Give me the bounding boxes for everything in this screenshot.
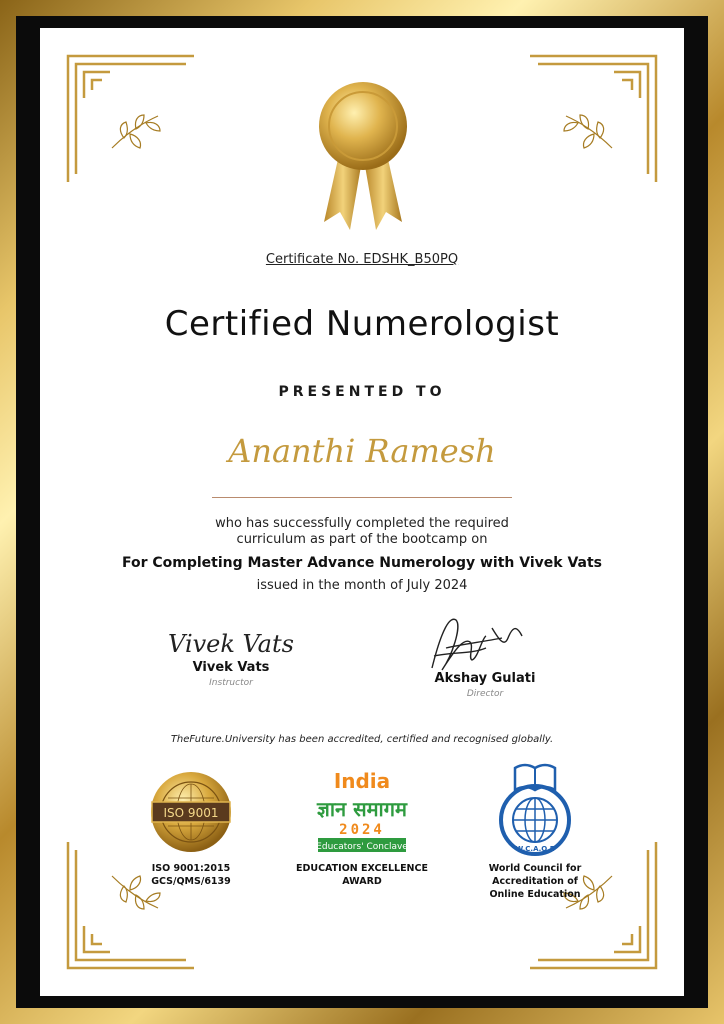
india-logo-top: India <box>333 769 391 793</box>
issued-date: issued in the month of July 2024 <box>256 578 468 593</box>
signature-block-director <box>410 671 560 699</box>
accreditation-statement: TheFuture.University has been accredited, certified and recognised globally. <box>170 734 554 745</box>
iso-line-2: GCS/QMS/6139 <box>151 876 231 887</box>
corner-ornament-top-left-icon <box>66 54 196 184</box>
recipient-name: Ananthi Ramesh <box>228 432 496 470</box>
iso-line-1: ISO 9001:2015 <box>151 863 231 874</box>
india-line-1: EDUCATION EXCELLENCE <box>296 863 428 874</box>
corner-ornament-bottom-left-icon <box>66 840 196 970</box>
iso-badge-caption <box>126 862 256 888</box>
corner-ornament-top-right-icon <box>528 54 658 184</box>
india-logo-hindi: ज्ञान समागम <box>317 797 407 821</box>
india-line-2: AWARD <box>342 876 382 887</box>
corner-ornament-bottom-right-icon <box>528 840 658 970</box>
presented-to-label: PRESENTED TO <box>278 384 446 400</box>
description <box>40 516 684 548</box>
signature-script-instructor: Vivek Vats <box>168 630 294 658</box>
certificate-title: Certified Numerologist <box>164 304 560 344</box>
signature-role-instructor: Instructor <box>209 678 253 688</box>
signature-name-director: Akshay Gulati <box>434 671 536 686</box>
wcaoe-line-1: World Council for <box>488 863 582 874</box>
wcaoe-line-2: Accreditation of <box>492 876 578 887</box>
india-gyan-samagam-logo-icon <box>296 768 428 856</box>
description-line-2: curriculum as part of the bootcamp on <box>236 532 488 547</box>
certificate-number: Certificate No. EDSHK_B50PQ <box>265 252 459 267</box>
description-line-1: who has successfully completed the required <box>215 516 509 531</box>
iso-logo-text: ISO 9001 <box>163 806 219 820</box>
india-logo-sub: Educators' Conclave <box>316 842 408 852</box>
course-name: For Completing Master Advance Numerology with Vivek Vats <box>121 555 602 571</box>
handwritten-signature-icon <box>412 608 542 678</box>
gold-medal-seal-icon <box>318 80 408 232</box>
iso-9001-badge-icon <box>146 770 236 854</box>
certificate-paper <box>40 28 684 996</box>
name-underline <box>212 497 512 498</box>
india-logo-year: 2024 <box>339 822 385 838</box>
wcaoe-globe-book-logo-icon <box>490 758 580 858</box>
wcaoe-caption <box>465 862 605 901</box>
signature-role-director: Director <box>466 689 504 699</box>
signature-block-instructor <box>156 630 306 688</box>
wcaoe-line-3: Online Education <box>489 889 581 900</box>
signature-name-instructor: Vivek Vats <box>192 660 270 675</box>
india-award-caption <box>287 862 437 888</box>
wcaoe-logo-text: W.C.A.O.E <box>515 845 555 853</box>
